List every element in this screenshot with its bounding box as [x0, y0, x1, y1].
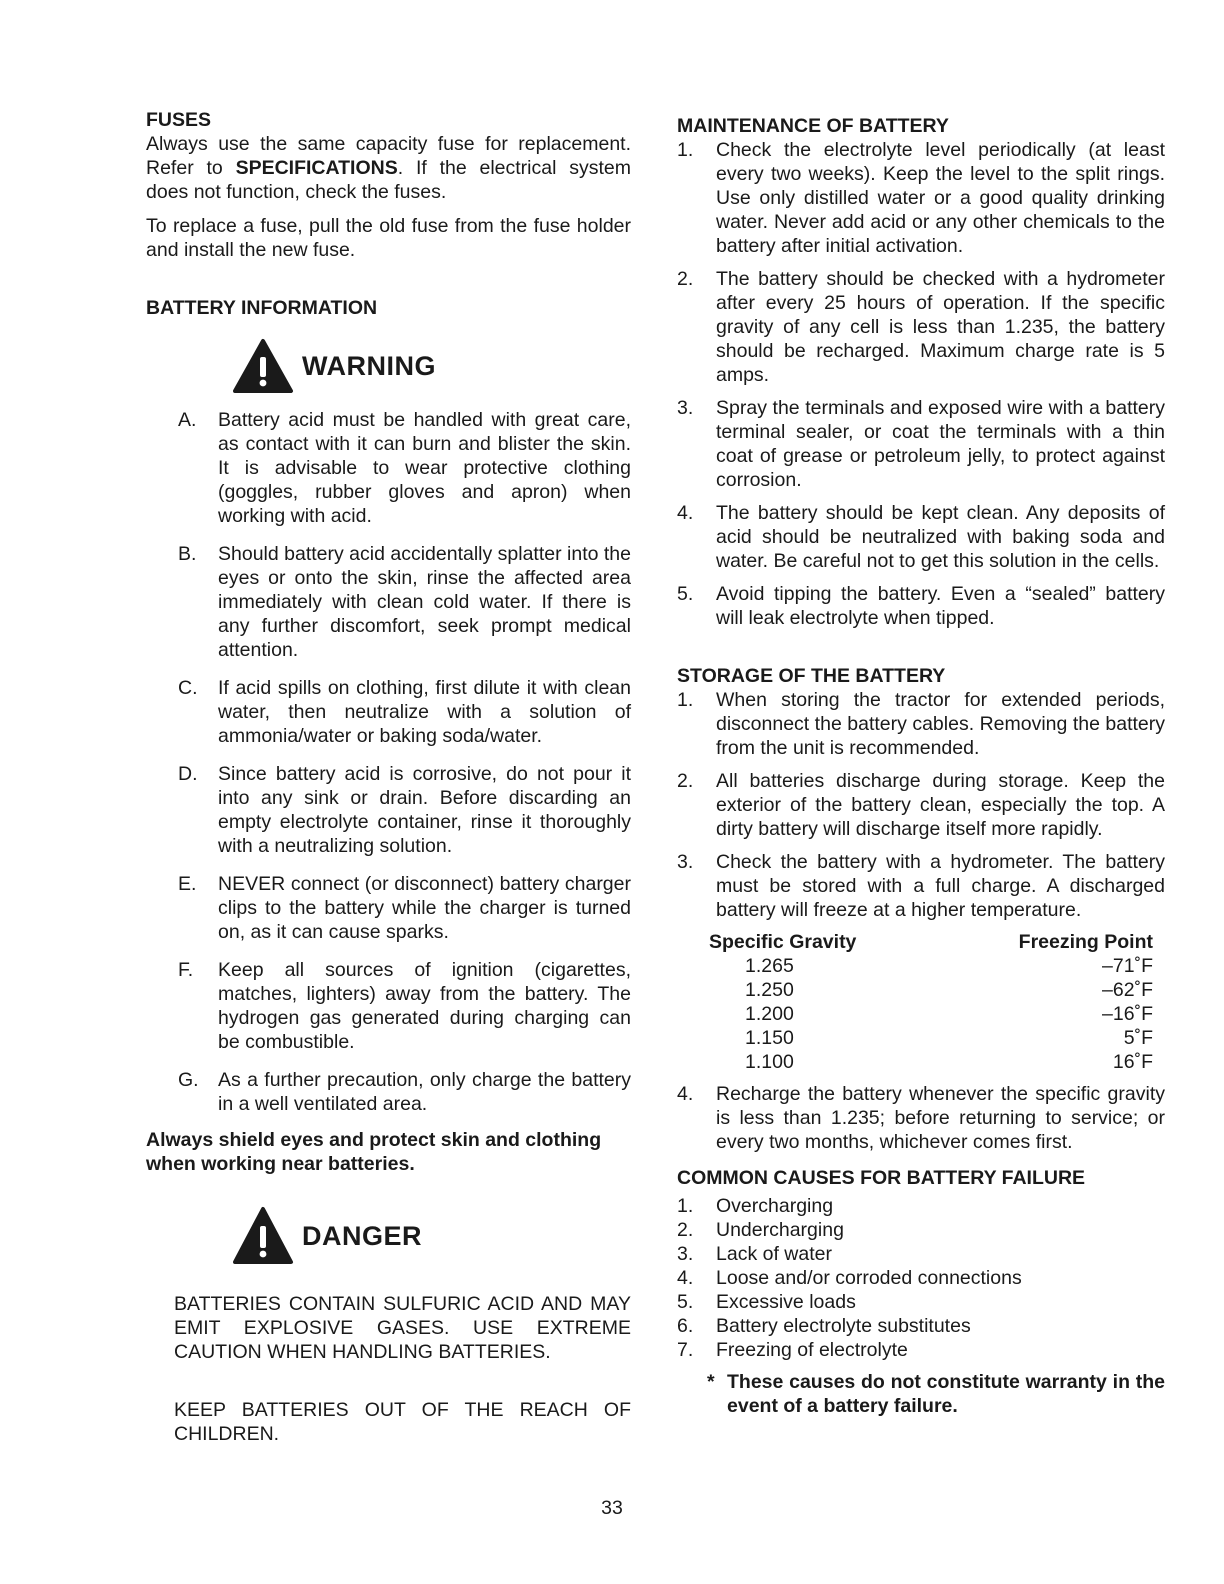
table-row: 1.250 –62˚F — [745, 979, 1153, 1001]
danger-signal — [232, 1204, 631, 1268]
battery-information-heading: BATTERY INFORMATION — [146, 297, 378, 319]
list-item: 1. When storing the tractor for extended periods, disconnect the battery cables. Removing the battery from the unit is recommended. — [677, 689, 1165, 759]
list-item: 2. The battery should be checked with a hydrometer after every 25 hours of operation. If the specific gravity of any cell is less than 1.235, the battery should be recharged. Maximum charge rate is 5 amps. — [677, 268, 1165, 386]
right-column — [677, 114, 1165, 1418]
list-item: 7. Freezing of electrolyte — [677, 1339, 908, 1361]
storage-list — [677, 688, 1165, 922]
maintenance-heading: MAINTENANCE OF BATTERY — [677, 115, 949, 137]
list-item: B. Should battery acid accidentally splatter into the eyes or onto the skin, rinse the affected area immediately with clean cold water. If there is any further discomfort, seek prompt medical attention. — [178, 543, 631, 661]
storage-heading: STORAGE OF THE BATTERY — [677, 665, 946, 687]
maintenance-list — [677, 138, 1165, 630]
list-item: G. As a further precaution, only charge the battery in a well ventilated area. — [178, 1069, 631, 1115]
list-item: 4. The battery should be kept clean. Any deposits of acid should be neutralized with baking soda and water. Be careful not to get this solution in the cells. — [677, 502, 1165, 572]
danger-triangle-icon — [232, 1206, 294, 1266]
danger-paragraph-2: KEEP BATTERIES OUT OF THE REACH OF CHILDREN. — [174, 1399, 631, 1445]
list-item: 3. Lack of water — [677, 1243, 832, 1265]
list-item: 1. Overcharging — [677, 1195, 834, 1217]
table-row: 1.100 16˚F — [745, 1051, 1153, 1073]
gravity-table — [709, 930, 1153, 1074]
page-number: 33 — [601, 1497, 623, 1519]
fuses-paragraph-2: To replace a fuse, pull the old fuse from the fuse holder and install the new fuse. — [146, 215, 631, 261]
list-item: C. If acid spills on clothing, first dilute it with clean water, then neutralize with a solution of ammonia/water or baking soda/water. — [178, 677, 631, 747]
warning-signal — [232, 334, 631, 398]
list-item: A. Battery acid must be handled with great care, as contact with it can burn and blister the skin. It is advisable to wear protective clothing (goggles, rubber gloves and apron) when working with acid. — [178, 409, 631, 527]
fuses-paragraph-1: Always use the same capacity fuse for replacement. Refer to SPECIFICATIONS. If the electrical system does not function, check the fuses. — [146, 133, 631, 203]
list-item: 6. Battery electrolyte substitutes — [677, 1315, 971, 1337]
list-item: 4. Recharge the battery whenever the specific gravity is less than 1.235; before returning to service; or every two months, whichever comes first. — [677, 1083, 1165, 1153]
storage-list-continued — [677, 1082, 1165, 1154]
list-item: 2. All batteries discharge during storage. Keep the exterior of the battery clean, especially the top. A dirty battery will discharge itself more rapidly. — [677, 770, 1165, 840]
danger-word: DANGER — [302, 1221, 423, 1251]
table-row: 1.150 5˚F — [745, 1027, 1153, 1049]
list-item: E. NEVER connect (or disconnect) battery charger clips to the battery while the charger is turned on, as it can cause sparks. — [178, 873, 631, 943]
left-column — [146, 108, 631, 1446]
danger-paragraph-1: BATTERIES CONTAIN SULFURIC ACID AND MAY EMIT EXPLOSIVE GASES. USE EXTREME CAUTION WHEN HANDLING BATTERIES. — [174, 1293, 631, 1363]
list-item: 4. Loose and/or corroded connections — [677, 1267, 1022, 1289]
warranty-footnote: * These causes do not constitute warranty in the event of a battery failure. — [707, 1371, 1165, 1417]
warning-list — [146, 408, 631, 1116]
list-item: F. Keep all sources of ignition (cigarettes, matches, lighters) away from the battery. The hydrogen gas generated during charging can be combustible. — [178, 959, 631, 1053]
list-item: 3. Check the battery with a hydrometer. The battery must be stored with a full charge. A discharged battery will freeze at a higher temperature. — [677, 851, 1165, 921]
warning-word: WARNING — [302, 351, 436, 381]
safety-bold-note: Always shield eyes and protect skin and clothing when working near batteries. — [146, 1129, 602, 1175]
list-item: 3. Spray the terminals and exposed wire with a battery terminal sealer, or coat the terminals with a thin coat of grease or petroleum jelly, to protect against corrosion. — [677, 397, 1165, 491]
table-row: 1.200 –16˚F — [745, 1003, 1153, 1025]
table-header: Freezing Point — [1018, 931, 1153, 953]
list-item: 5. Excessive loads — [677, 1291, 856, 1313]
list-item: 5. Avoid tipping the battery. Even a “sealed” battery will leak electrolyte when tipped. — [677, 583, 1165, 629]
table-row: 1.265 –71˚F — [745, 955, 1153, 977]
causes-list — [677, 1194, 1165, 1362]
table-header: Specific Gravity — [709, 931, 857, 953]
list-item: 2. Undercharging — [677, 1219, 844, 1241]
list-item: D. Since battery acid is corrosive, do not pour it into any sink or drain. Before discarding an empty electrolyte container, rinse it thoroughly with a neutralizing solution. — [178, 763, 631, 857]
warning-triangle-icon — [232, 338, 294, 394]
list-item: 1. Check the electrolyte level periodically (at least every two weeks). Keep the level to the split rings. Use only distilled water or a good quality drinking water. Never add acid or any other chemicals to the battery after initial activation. — [677, 139, 1165, 257]
causes-heading: COMMON CAUSES FOR BATTERY FAILURE — [677, 1167, 1086, 1189]
fuses-heading: FUSES — [146, 109, 212, 131]
